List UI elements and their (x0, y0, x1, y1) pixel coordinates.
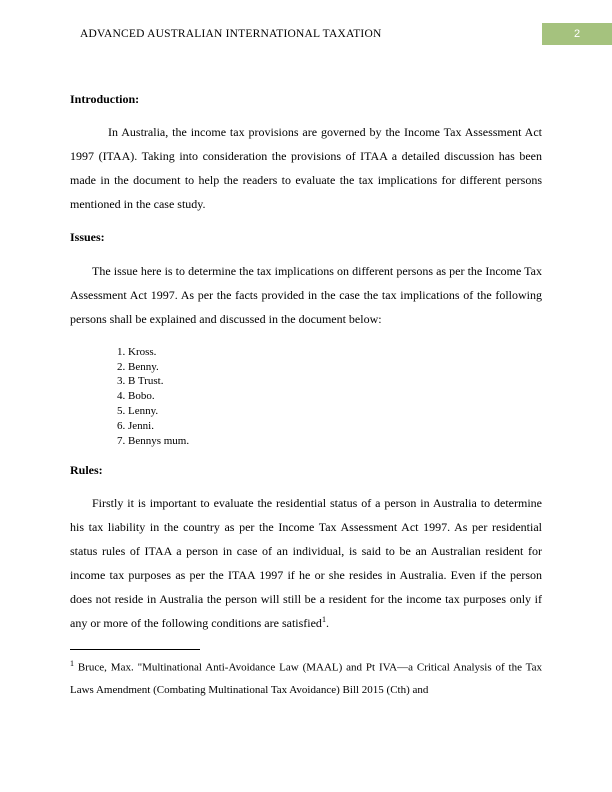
rules-paragraph-end: . (325, 616, 329, 631)
list-item: 1. Kross. (128, 345, 542, 360)
issues-paragraph: The issue here is to determine the tax implications on different persons as per the Income Tax Assessment Act 1997. As per the facts provided in the case the tax implications of the following persons shall be explained and discussed in the document below: (70, 263, 542, 326)
issues-heading: Issues: (70, 230, 105, 245)
list-item: 2. Benny. (128, 360, 542, 375)
introduction-paragraph: In Australia, the income tax provisions are governed by the Income Tax Assessment Act 1997 (ITAA). Taking into consideration the provisions of ITAA a detailed discussion has been made in the document to help the readers to evaluate the tax implications for different persons mentioned in the case study. (70, 125, 542, 212)
list-item: 7. Bennys mum. (128, 434, 542, 449)
page-header (0, 28, 612, 50)
header-title: ADVANCED AUSTRALIAN INTERNATIONAL TAXATION (80, 28, 382, 40)
list-item: 3. B Trust. (128, 374, 542, 389)
rules-paragraph-text: Firstly it is important to evaluate the residential status of a person in Australia to determine his tax liability in the country as per the Income Tax Assessment Act 1997. As per residential status rules of ITAA a person in case of an individual, is said to be an Australian resident for income tax purposes as per the ITAA 1997 if he or she resides in Australia. Even if the person does not reside in Australia the person will still be a resident for the income tax purposes only if any or more of the following conditions are satisfied (70, 496, 542, 631)
footnote-separator (70, 649, 200, 650)
rules-paragraph (70, 491, 542, 635)
introduction-heading: Introduction: (70, 92, 140, 106)
footnote-marker: 1 (70, 659, 74, 669)
footnote-text (70, 656, 542, 701)
footnote-body: Bruce, Max. "Multinational Anti-Avoidance Law (MAAL) and Pt IVA—a Critical Analysis of the Tax Laws Amendment (Combating Multinational Tax Avoidance) Bill 2015 (Cth) and (70, 661, 543, 696)
page-number-badge (542, 23, 612, 45)
list-item: 5. Lenny. (128, 404, 542, 419)
footnote-reference[interactable]: 1 (321, 615, 326, 625)
list-item: 4. Bobo. (128, 389, 542, 404)
issues-list (70, 345, 542, 449)
rules-heading: Rules: (70, 462, 103, 477)
document-body (70, 92, 542, 701)
page-number: 2 (573, 28, 581, 40)
list-item: 6. Jenni. (128, 419, 542, 434)
